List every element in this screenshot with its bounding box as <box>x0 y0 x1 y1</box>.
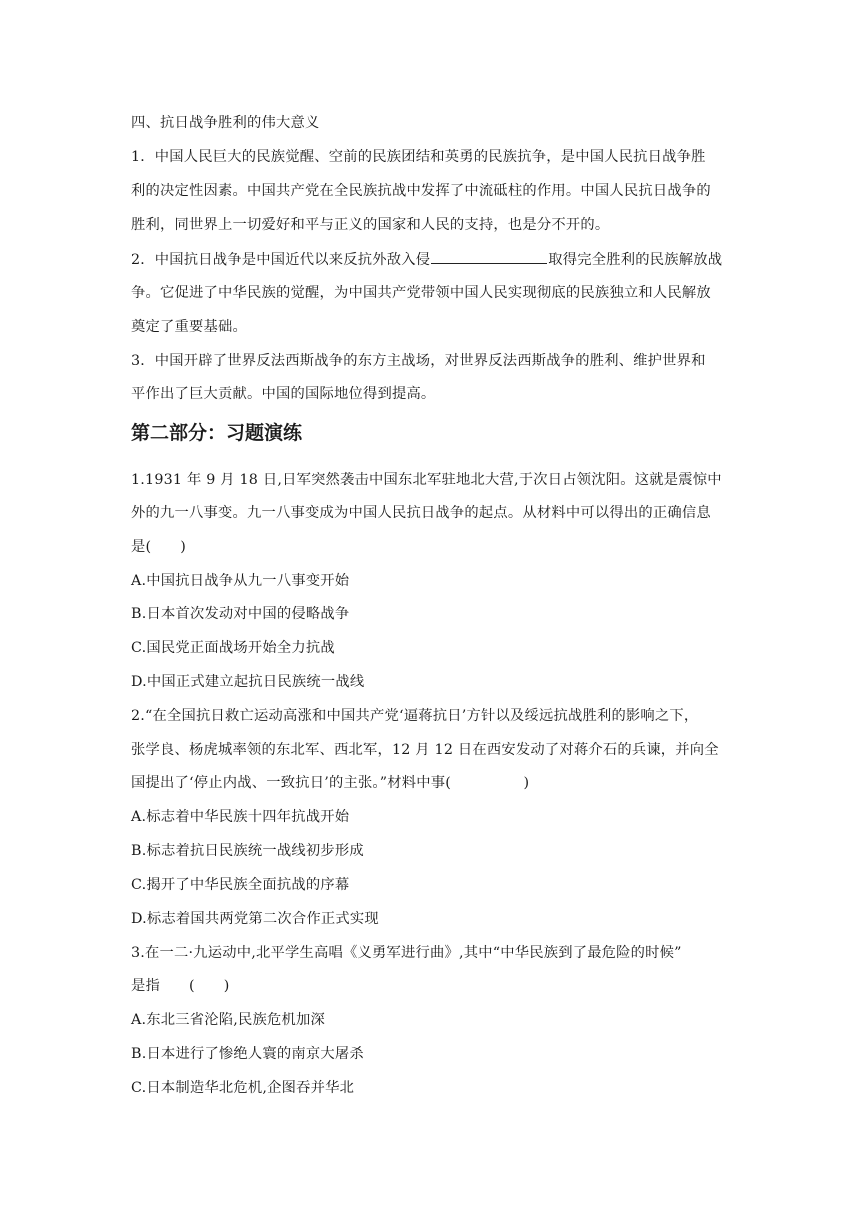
paragraph-3-line-1: 3．中国开辟了世界反法西斯战争的东方主战场，对世界反法西斯战争的胜利、维护世界和 <box>131 353 706 369</box>
question-1-stem-line-2: 外的九一八事变。九一八事变成为中国人民抗日战争的起点。从材料中可以得出的正确信息 <box>131 505 711 521</box>
question-2-option-a: A.标志着中华民族十四年抗战开始 <box>131 809 350 825</box>
question-3-option-b: B.日本进行了惨绝人寰的南京大屠杀 <box>131 1046 364 1062</box>
question-1-stem-line-1: 1.1931 年 9 月 18 日,日军突然袭击中国东北军驻地北大营,于次日占领沈阳。这就是震惊中 <box>131 472 722 488</box>
question-1-stem-line-3: 是( ) <box>131 539 187 555</box>
paragraph-2-line-1 <box>131 249 722 270</box>
part-2-heading: 第二部分：习题演练 <box>131 422 303 444</box>
question-2-stem-line-3: 国提出了‘停止内战、一致抗日’的主张。”材料中事( ) <box>131 775 530 791</box>
section-title: 四、抗日战争胜利的伟大意义 <box>131 115 320 131</box>
paragraph-1-line-3: 胜利，同世界上一切爱好和平与正义的国家和人民的支持，也是分不开的。 <box>131 217 610 233</box>
question-2-stem-line-2: 张学良、杨虎城率领的东北军、西北军，12 月 12 日在西安发动了对蒋介石的兵谏，并向全 <box>131 742 719 758</box>
paragraph-3-line-2: 平作出了巨大贡献。中国的国际地位得到提高。 <box>131 386 436 402</box>
question-1-option-b: B.日本首次发动对中国的侵略战争 <box>131 606 350 622</box>
question-3-stem-line-2: 是指 ( ) <box>131 978 230 994</box>
question-1-option-d: D.中国正式建立起抗日民族统一战线 <box>131 674 365 690</box>
paragraph-2-line-2: 争。它促进了中华民族的觉醒，为中国共产党带领中国人民实现彻底的民族独立和人民解放 <box>131 285 711 301</box>
question-2-option-d: D.标志着国共两党第二次合作正式实现 <box>131 911 379 927</box>
fill-in-blank[interactable] <box>431 249 547 264</box>
paragraph-2-text-before-blank: 2．中国抗日战争是中国近代以来反抗外敌入侵 <box>131 252 431 268</box>
question-1-option-c: C.国民党正面战场开始全力抗战 <box>131 640 335 656</box>
paragraph-1-line-2: 利的决定性因素。中国共产党在全民族抗战中发挥了中流砥柱的作用。中国人民抗日战争的 <box>131 183 711 199</box>
paragraph-2-text-after-blank: 取得完全胜利的民族解放战 <box>548 252 723 268</box>
question-2-option-c: C.揭开了中华民族全面抗战的序幕 <box>131 877 350 893</box>
question-3-option-c: C.日本制造华北危机,企图吞并华北 <box>131 1080 355 1096</box>
paragraph-1-line-1: 1．中国人民巨大的民族觉醒、空前的民族团结和英勇的民族抗争，是中国人民抗日战争胜 <box>131 149 706 165</box>
question-2-stem-line-1: 2.“在全国抗日救亡运动高涨和中国共产党‘逼蒋抗日’方针以及绥远抗战胜利的影响之下， <box>131 708 699 724</box>
question-1-option-a: A.中国抗日战争从九一八事变开始 <box>131 573 350 589</box>
question-3-stem-line-1: 3.在一二·九运动中,北平学生高唱《义勇军进行曲》,其中“中华民族到了最危险的时候” <box>131 945 682 961</box>
question-3-option-a: A.东北三省沦陷,民族危机加深 <box>131 1012 325 1028</box>
paragraph-2-line-3: 奠定了重要基础。 <box>131 319 247 335</box>
question-2-option-b: B.标志着抗日民族统一战线初步形成 <box>131 843 364 859</box>
